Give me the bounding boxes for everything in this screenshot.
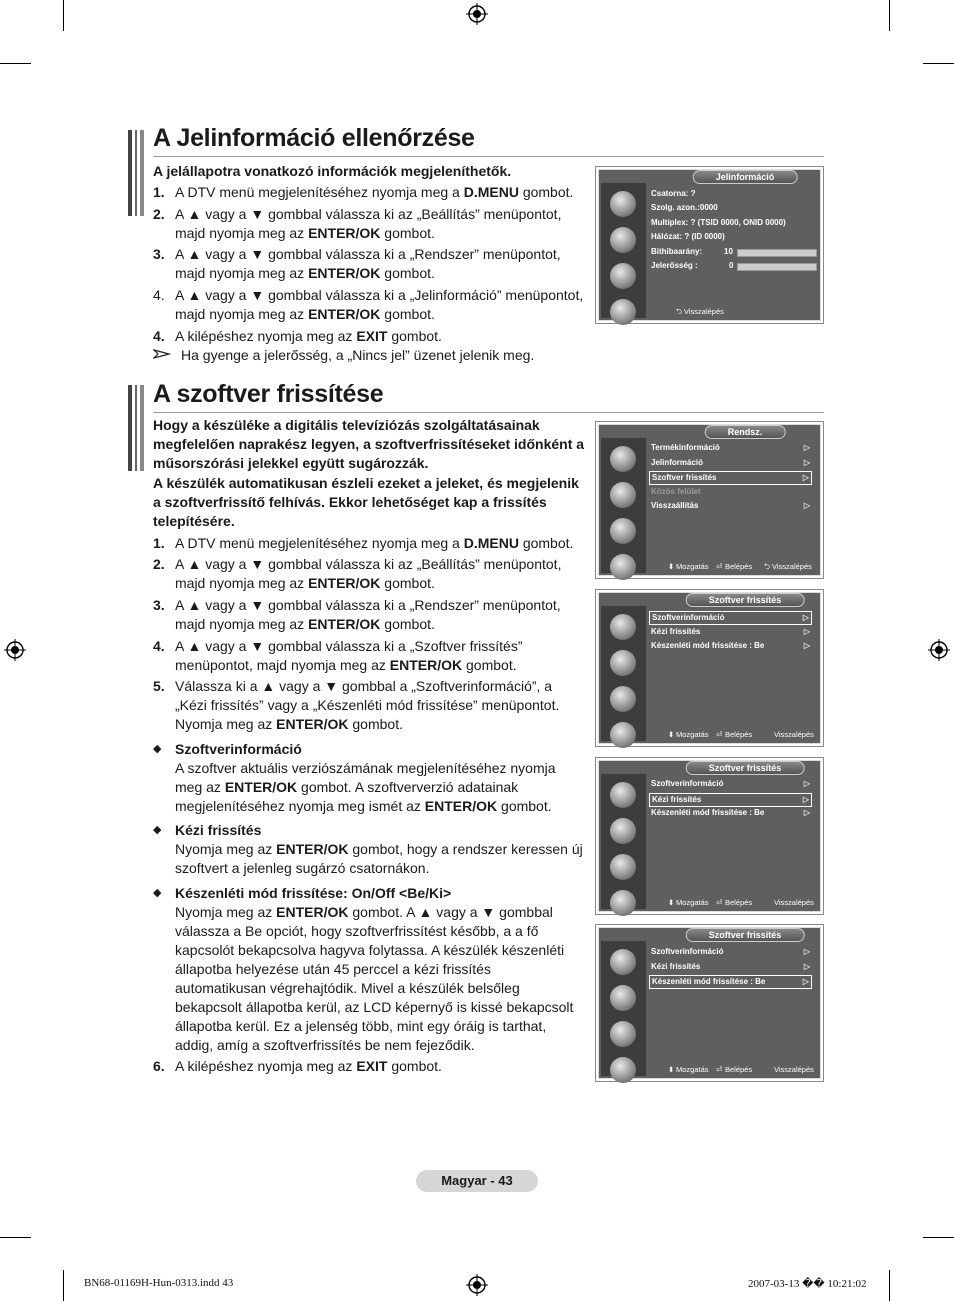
enter-icon: ⏎ bbox=[716, 1065, 723, 1074]
section-title-signal: A Jelinformáció ellenőrzése bbox=[153, 124, 475, 152]
return-icon: ⮌ bbox=[764, 562, 771, 571]
crop-mark bbox=[63, 1270, 64, 1301]
move-icon: ⬍ bbox=[668, 1065, 675, 1074]
menu-icon-column bbox=[601, 774, 646, 909]
intro-text: A készülék automatikusan észleli ezeket a jeleket, és megjelenik a szoftverfrissítő felhívás. Ekkor lehetőséget kap a frissítés telepítésére. bbox=[153, 475, 579, 529]
strength-bar bbox=[737, 263, 817, 271]
screen-footer bbox=[646, 1064, 818, 1076]
menu-item-software-info[interactable]: Szoftverinformáció ▷ bbox=[649, 611, 812, 625]
menu-icon-column bbox=[601, 438, 646, 573]
screen-footer bbox=[646, 897, 818, 909]
intro-text: A jelállapotra vonatkozó információk megjeleníthetők. bbox=[153, 163, 512, 179]
step-item: 4. A ▲ vagy a ▼ gombbal válassza ki a „Jelinformáció” menüpontot, majd nyomja meg az ENTER/OK gombot. bbox=[153, 287, 584, 322]
screen-title: Szoftver frissítés bbox=[686, 761, 805, 775]
menu-icon-column bbox=[601, 183, 646, 318]
picture-menu-icon bbox=[610, 782, 636, 808]
diamond-bullet-icon: ◆ bbox=[153, 824, 162, 836]
step-item: 2. A ▲ vagy a ▼ gombbal válassza ki az „Beállítás” menüpontot, majd nyomja meg az ENTER/OK gombot. bbox=[153, 556, 562, 591]
screen-title: Rendsz. bbox=[705, 425, 786, 439]
footer-enter-label: Belépés bbox=[725, 898, 753, 907]
screen-footer bbox=[646, 729, 818, 741]
crop-mark bbox=[0, 1237, 31, 1238]
arrow-right-icon: ▷ bbox=[802, 977, 809, 986]
picture-menu-icon bbox=[610, 614, 636, 640]
strength-label: Jelerősség : bbox=[651, 261, 698, 270]
footer-enter-label: Belépés bbox=[725, 562, 753, 571]
footer-move-label: Mozgatás bbox=[676, 730, 709, 739]
return-icon: ⮌ bbox=[676, 307, 683, 316]
arrow-right-icon: ▷ bbox=[802, 613, 809, 622]
menu-item-manual-update[interactable]: Kézi frissítés ▷ bbox=[651, 627, 810, 636]
enter-icon: ⏎ bbox=[716, 730, 723, 739]
input-menu-icon bbox=[610, 1057, 636, 1083]
picture-menu-icon bbox=[610, 446, 636, 472]
registration-mark-icon bbox=[466, 3, 488, 25]
footer-back-label: Visszalépés bbox=[774, 898, 814, 907]
tv-screen-system-menu bbox=[595, 421, 824, 579]
sound-menu-icon bbox=[610, 650, 636, 676]
menu-item-standby-update[interactable]: Készenléti mód frissítése : Be ▷ bbox=[649, 975, 812, 989]
ber-value: 10 bbox=[724, 247, 733, 256]
setup-menu-icon bbox=[610, 1021, 636, 1047]
input-menu-icon bbox=[610, 554, 636, 580]
step-item: 5. Válassza ki a ▲ vagy a ▼ gombbal a „Szoftverinformáció”, a „Kézi frissítés” vagy a „Készenléti mód frissítése” menüpontot. Nyomja meg az ENTER/OK gombot. bbox=[153, 678, 560, 732]
step-item: 6. A kilépéshez nyomja meg az EXIT gombot. bbox=[153, 1058, 442, 1074]
diamond-bullet-icon: ◆ bbox=[153, 887, 162, 899]
bullet-item: ◆ Kézi frissítés Nyomja meg az ENTER/OK gombot, hogy a rendszer keressen új szoftvert a jelenleg sugárzó csatornákon. bbox=[153, 822, 583, 876]
step-item: 3. A ▲ vagy a ▼ gombbal válassza ki a „Rendszer” menüpontot, majd nyomja meg az ENTER/OK gombot. bbox=[153, 246, 561, 281]
print-slug-file: BN68-01169H-Hun-0313.indd 43 bbox=[84, 1277, 234, 1289]
menu-item-common-interface: Közös felület bbox=[651, 487, 701, 496]
setup-menu-icon bbox=[610, 518, 636, 544]
arrow-right-icon: ▷ bbox=[803, 779, 810, 788]
screen-footer bbox=[646, 306, 818, 318]
section-title-software: A szoftver frissítése bbox=[153, 380, 384, 408]
sound-menu-icon bbox=[610, 985, 636, 1011]
crop-mark bbox=[0, 63, 31, 64]
move-icon: ⬍ bbox=[668, 898, 675, 907]
section-marker bbox=[128, 385, 144, 471]
divider bbox=[153, 412, 824, 413]
arrow-right-icon: ▷ bbox=[803, 443, 810, 452]
enter-icon: ⏎ bbox=[716, 562, 723, 571]
move-icon: ⬍ bbox=[668, 730, 675, 739]
diamond-bullet-icon: ◆ bbox=[153, 743, 162, 755]
divider bbox=[153, 156, 824, 157]
arrow-right-icon: ▷ bbox=[803, 458, 810, 467]
crop-mark bbox=[923, 1237, 954, 1238]
menu-item-software-update[interactable]: Szoftver frissítés ▷ bbox=[649, 471, 812, 485]
tv-screen-software-update bbox=[595, 589, 824, 747]
registration-mark-icon bbox=[928, 639, 950, 661]
menu-item-manual-update[interactable]: Kézi frissítés ▷ bbox=[649, 793, 812, 807]
arrow-right-icon: ▷ bbox=[803, 808, 810, 817]
footer-back-label: Visszalépés bbox=[774, 730, 814, 739]
arrow-right-icon: ▷ bbox=[803, 962, 810, 971]
ber-bar bbox=[737, 249, 817, 257]
section-marker bbox=[128, 130, 144, 216]
step-item: 1. A DTV menü megjelenítéséhez nyomja meg a D.MENU gombot. bbox=[153, 535, 574, 551]
screen-title: Szoftver frissítés bbox=[686, 928, 805, 942]
screen-footer bbox=[646, 561, 818, 573]
footer-move-label: Mozgatás bbox=[676, 1065, 709, 1074]
footer-enter-label: Belépés bbox=[725, 730, 753, 739]
multiplex-info: Multiplex: ? (TSID 0000, ONID 0000) bbox=[651, 218, 786, 227]
setup-menu-icon bbox=[610, 686, 636, 712]
menu-icon-column bbox=[601, 606, 646, 741]
sound-menu-icon bbox=[610, 482, 636, 508]
footer-back-label: Visszalépés bbox=[772, 562, 812, 571]
menu-item-standby-update[interactable]: Készenléti mód frissítése : Be ▷ bbox=[651, 641, 810, 650]
sound-menu-icon bbox=[610, 227, 636, 253]
step-item: 4. A ▲ vagy a ▼ gombbal válassza ki a „Szoftver frissítés” menüpontot, majd nyomja meg az ENTER/OK gombot. bbox=[153, 638, 523, 673]
footer-enter-label: Belépés bbox=[725, 1065, 753, 1074]
intro-text: Hogy a készüléke a digitális televíziózás szolgáltatásainak megfelelően naprakész legyen, a szoftverfrissítéseket időnként a műsorszórási jelekkel együtt sugározzák. bbox=[153, 417, 585, 471]
menu-item-manual-update[interactable]: Kézi frissítés ▷ bbox=[651, 962, 810, 971]
setup-menu-icon bbox=[610, 263, 636, 289]
menu-item-software-info[interactable]: Szoftverinformáció ▷ bbox=[651, 779, 810, 788]
step-item: 2. A ▲ vagy a ▼ gombbal válassza ki az „Beállítás” menüpontot, majd nyomja meg az ENTER/OK gombot. bbox=[153, 206, 562, 241]
ber-label: Bithibaarány: bbox=[651, 247, 703, 256]
footer-back-label: Visszalépés bbox=[774, 1065, 814, 1074]
network-info: Hálózat: ? (ID 0000) bbox=[651, 232, 725, 241]
footer-move-label: Mozgatás bbox=[676, 898, 709, 907]
arrow-right-icon: ▷ bbox=[803, 501, 810, 510]
tv-screen-signal-info bbox=[595, 166, 824, 324]
strength-value: 0 bbox=[729, 261, 734, 270]
bullet-item: ◆ Készenléti mód frissítése: On/Off <Be/Ki> Nyomja meg az ENTER/OK gombot. A ▲ vagy a ▼ gombbal válassza a Be opciót, hogy szoftverfrissítést később, a a fő kapcsolót bekapcsolva hagyva folytassa. A készülék készenléti állapotba helyezése után 45 perccel a kézi frissítés automatikusan végrehajtódik. Mivel a készülék belsőleg bekapcsolt állapotba kerül, az LCD képernyő is kissé bekapcsolt állapotba kerül. Ez a jelenség több, mint egy óráig is tarthat, addig, amíg a szoftverfrissítés be nem fejeződik. bbox=[153, 885, 574, 1053]
menu-item-standby-update[interactable]: Készenléti mód frissítése : Be ▷ bbox=[651, 808, 810, 817]
sound-menu-icon bbox=[610, 818, 636, 844]
arrow-right-icon: ▷ bbox=[802, 473, 809, 482]
footer-move-label: Mozgatás bbox=[676, 562, 709, 571]
crop-mark bbox=[923, 63, 954, 64]
registration-mark-icon bbox=[4, 639, 26, 661]
crop-mark bbox=[889, 0, 890, 31]
service-id-info: Szolg. azon.:0000 bbox=[651, 203, 718, 212]
step-item: 4. A kilépéshez nyomja meg az EXIT gombot. bbox=[153, 328, 442, 344]
channel-info: Csatorna: ? bbox=[651, 189, 696, 198]
menu-item-product-info[interactable]: Termékinformáció ▷ bbox=[651, 443, 810, 452]
page-number: Magyar - 43 bbox=[416, 1170, 538, 1192]
setup-menu-icon bbox=[610, 854, 636, 880]
menu-item-signal-info[interactable]: Jelinformáció ▷ bbox=[651, 458, 810, 467]
print-slug-date: 2007-03-13 �� 10:21:02 bbox=[748, 1278, 867, 1290]
arrow-right-icon: ▷ bbox=[802, 795, 809, 804]
note: Ha gyenge a jelerősség, a „Nincs jel” üzenet jelenik meg. bbox=[153, 346, 585, 365]
arrow-right-icon: ▷ bbox=[803, 947, 810, 956]
step-item: 3. A ▲ vagy a ▼ gombbal válassza ki a „Rendszer” menüpontot, majd nyomja meg az ENTER/OK gombot. bbox=[153, 597, 561, 632]
input-menu-icon bbox=[610, 299, 636, 325]
enter-icon: ⏎ bbox=[716, 898, 723, 907]
screen-title: Jelinformáció bbox=[693, 170, 798, 184]
footer-back-label: Visszalépés bbox=[684, 307, 724, 316]
input-menu-icon bbox=[610, 890, 636, 916]
registration-mark-icon bbox=[466, 1274, 488, 1296]
menu-item-reset[interactable]: Visszaállítás ▷ bbox=[651, 501, 810, 510]
step-item: 1. A DTV menü megjelenítéséhez nyomja meg a D.MENU gombot. bbox=[153, 184, 574, 200]
screen-title: Szoftver frissítés bbox=[686, 593, 805, 607]
input-menu-icon bbox=[610, 722, 636, 748]
tv-screen-software-update bbox=[595, 757, 824, 915]
move-icon: ⬍ bbox=[668, 562, 675, 571]
menu-icon-column bbox=[601, 941, 646, 1076]
bullet-item: ◆ Szoftverinformáció A szoftver aktuális verziószámának megjelenítéséhez nyomja meg az ENTER/OK gombot. A szoftververzió adatainak megjelenítéséhez nyomja meg ismét az ENTER/OK gombot. bbox=[153, 741, 556, 814]
picture-menu-icon bbox=[610, 191, 636, 217]
arrow-right-icon: ▷ bbox=[803, 641, 810, 650]
crop-mark bbox=[889, 1270, 890, 1301]
note-arrow-icon bbox=[153, 348, 171, 360]
crop-mark bbox=[63, 0, 64, 31]
tv-screen-software-update bbox=[595, 924, 824, 1082]
arrow-right-icon: ▷ bbox=[803, 627, 810, 636]
menu-item-software-info[interactable]: Szoftverinformáció ▷ bbox=[651, 947, 810, 956]
picture-menu-icon bbox=[610, 949, 636, 975]
